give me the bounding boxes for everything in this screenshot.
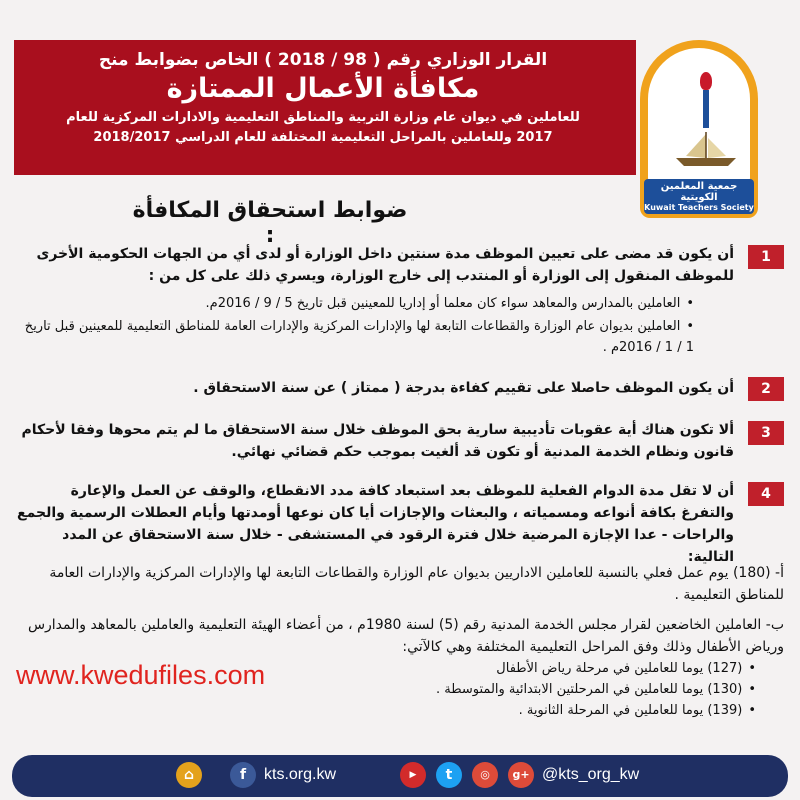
footer-bar — [12, 755, 788, 797]
header-subtitle-1: للعاملين في ديوان عام وزارة التربية والمناطق التعليمية والادارات المركزية للعام — [66, 110, 580, 125]
list-item: • (127) يوما للعاملين في مرحلة رياض الأطفال — [14, 658, 756, 679]
google-plus-icon[interactable]: g+ — [508, 762, 534, 788]
criterion-number-1: 1 — [748, 245, 784, 269]
kts-logo — [640, 40, 758, 218]
logo-emblem — [648, 48, 750, 182]
criterion-text: أن يكون قد مضى على تعيين الموظف مدة سنتين داخل الوزارة أو لدى أي من الجهات الحكومية الأخرى للموظف المنقول إلى الوزارة أو المنتدب إلى خارج الوزارة، ويسري ذلك على كل من : — [36, 246, 734, 284]
sub-item-a: أ- (180) يوم عمل فعلي بالنسبة للعاملين الاداريين بديوان عام الوزارة والقطاعات التابعة لها والإدارات المركزية والإدارات العامة للمناطق التعليمية . — [49, 565, 784, 603]
criterion-text: أن يكون الموظف حاصلا على تقييم كفاءة بدرجة ( ممتاز ) عن سنة الاستحقاق . — [193, 380, 734, 396]
criterion-4 — [14, 480, 734, 568]
list-item: • العاملين بديوان عام الوزارة والقطاعات التابعة لها والإدارات المركزية والإدارات العامة للمناطق التعليمية للمعينين قبل تاريخ 1 / 1 / 2016م . — [14, 316, 694, 358]
sub-item-b-text: ب- العاملين الخاضعين لقرار مجلس الخدمة المدنية رقم (5) لسنة 1980م ، من أعضاء الهيئة التعليمية والعاملين بالمعاهد والمدارس ورياض الأطفال وذلك وفق المراحل التعليمية المختلفة وهي كالآتي: — [27, 617, 784, 655]
torch-icon — [703, 90, 709, 128]
list-item: • (139) يوما للعاملين في المرحلة الثانوية . — [14, 700, 756, 721]
logo-name-en: Kuwait Teachers Society — [644, 203, 754, 212]
criterion-2 — [14, 377, 734, 399]
logo-name-ar: جمعية المعلمين الكويتية — [660, 181, 738, 203]
criterion-text: أن لا تقل مدة الدوام الفعلية للموظف بعد استبعاد كافة مدد الانقطاع، والوقف عن العمل والإعارة والتفرغ بكافة أنواعه ومسمياته ، والبعثات والإجازات أيا كان نوعها أومدتها وأيام العطلات الرسمية والجمع والراحات - عدا الإجازة المرضية خلال فترة الرقود في المستشفى - خلال سنة الاستحقاق عن المدد التالية: — [17, 483, 734, 565]
criterion-number-4: 4 — [748, 482, 784, 506]
header-band — [14, 40, 636, 175]
criterion-bullets — [14, 293, 694, 358]
footer-website[interactable]: kts.org.kw — [264, 766, 337, 783]
twitter-icon[interactable]: t — [436, 762, 462, 788]
footer-handle[interactable]: @kts_org_kw — [542, 766, 640, 783]
award-title: مكافأة الأعمال الممتازة — [166, 73, 480, 104]
criterion-3 — [14, 419, 734, 463]
criterion-1 — [14, 243, 734, 360]
list-item: • العاملين بالمدارس والمعاهد سواء كان معلما أو إداريا للمعينين قبل تاريخ 5 / 9 / 2016م. — [14, 293, 694, 314]
header-subtitle-2: 2017 وللعاملين بالمراحل التعليمية المختلفة للعام الدراسي 2018/2017 — [93, 130, 553, 145]
section-title: ضوابط استحقاق المكافأة : — [132, 198, 408, 248]
flame-icon — [700, 72, 712, 90]
logo-caption — [644, 179, 754, 214]
criterion-text: ألا تكون هناك أية عقوبات تأديبية سارية بحق الموظف خلال سنة الاستحقاق ما لم يتم محوها وفقا لأحكام قانون ونظام الخدمة المدنية أو تكون قد ألغيت بموجب حكم قضائي نهائي. — [21, 422, 734, 460]
decree-title: القرار الوزاري رقم ( 98 / 2018 ) الخاص بضوابط منح — [98, 50, 548, 70]
facebook-icon[interactable]: f — [230, 762, 256, 788]
criterion-number-3: 3 — [748, 421, 784, 445]
youtube-icon[interactable]: ▶ — [400, 762, 426, 788]
list-item: • (130) يوما للعاملين في المرحلتين الابتدائية والمتوسطة . — [14, 679, 756, 700]
watermark-url: www.kwedufiles.com — [16, 660, 266, 690]
criterion-number-2: 2 — [748, 377, 784, 401]
dhow-ship-icon — [670, 130, 742, 170]
instagram-icon[interactable]: ◎ — [472, 762, 498, 788]
home-icon[interactable]: ⌂ — [176, 762, 202, 788]
